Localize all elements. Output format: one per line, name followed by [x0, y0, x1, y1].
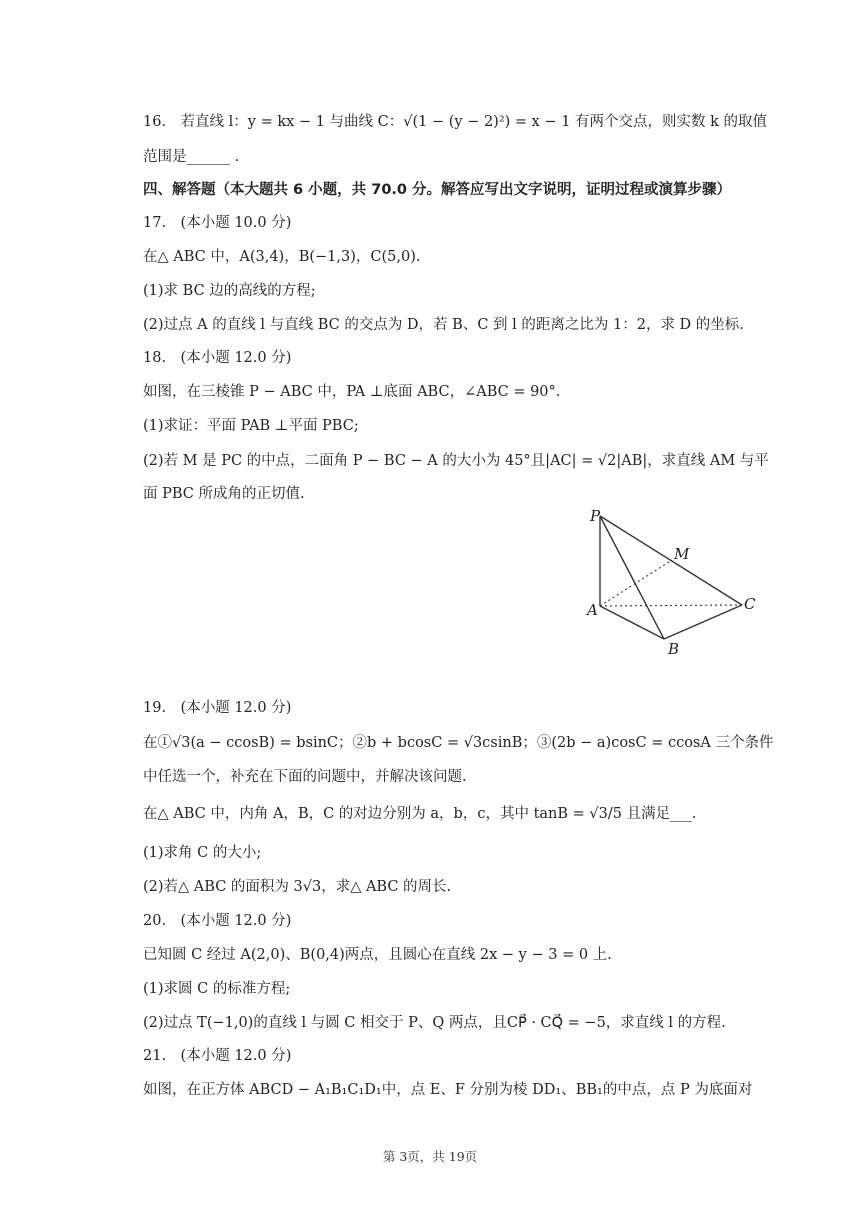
question-19-part-1: (1)求角 C 的大小; — [143, 845, 262, 861]
question-18-part-2-line-2: 面 PBC 所成角的正切值. — [143, 486, 305, 502]
page-footer: 第 3页，共 19页 — [382, 1149, 478, 1164]
section-heading: 四、解答题（本大题共 6 小题，共 70.0 分。解答应写出文字说明，证明过程或演算步骤） — [143, 182, 732, 198]
vertex-label-m: M — [674, 545, 690, 563]
vertex-label-a: A — [587, 601, 598, 619]
question-18-part-1: (1)求证：平面 PAB ⊥平面 PBC; — [143, 418, 359, 434]
vertex-label-b: B — [668, 640, 680, 658]
question-19-header: 19. (本小题 12.0 分) — [143, 700, 292, 716]
question-17-header: 17. (本小题 10.0 分) — [143, 215, 292, 231]
question-17-part-2: (2)过点 A 的直线 l 与直线 BC 的交点为 D，若 B、C 到 l 的距离之比为 1：2，求 D 的坐标. — [143, 317, 744, 333]
question-20-stem: 已知圆 C 经过 A(2,0)、B(0,4)两点，且圆心在直线 2x − y − 3 = 0 上. — [143, 947, 612, 963]
question-18-part-2-line-1: (2)若 M 是 PC 的中点，二面角 P − BC − A 的大小为 45°且|AC| = √2|AB|，求直线 AM 与平 — [143, 453, 769, 469]
tetrahedron-edges — [600, 516, 742, 639]
question-16-line-2: 范围是______ . — [143, 149, 240, 165]
vertex-label-c: C — [744, 595, 756, 613]
hidden-edges — [600, 560, 742, 606]
question-19-part-2: (2)若△ ABC 的面积为 3√3，求△ ABC 的周长. — [143, 879, 452, 895]
tetrahedron-figure — [582, 506, 772, 658]
question-20-part-1: (1)求圆 C 的标准方程; — [143, 981, 291, 997]
question-19-conditions-line-1: 在①√3(a − ccosB) = bsinC；②b + bcosC = √3csinB；③(2b − a)cosC = ccosA 三个条件 — [143, 735, 774, 751]
question-20-header: 20. (本小题 12.0 分) — [143, 913, 292, 929]
question-17-part-1: (1)求 BC 边的高线的方程; — [143, 283, 316, 299]
question-18-stem: 如图，在三棱锥 P − ABC 中，PA ⊥底面 ABC，∠ABC = 90°. — [143, 384, 561, 400]
question-21-stem: 如图，在正方体 ABCD − A₁B₁C₁D₁中，点 E、F 分别为棱 DD₁、BB₁的中点，点 P 为底面对 — [143, 1082, 753, 1098]
question-21-header: 21. (本小题 12.0 分) — [143, 1048, 292, 1064]
question-19-conditions-line-2: 中任选一个，补充在下面的问题中，并解决该问题. — [143, 769, 467, 785]
question-17-stem: 在△ ABC 中，A(3,4)，B(−1,3)，C(5,0). — [143, 249, 421, 265]
question-18-header: 18. (本小题 12.0 分) — [143, 350, 292, 366]
vertex-label-p: P — [590, 507, 601, 525]
question-20-part-2: (2)过点 T(−1,0)的直线 l 与圆 C 相交于 P、Q 两点，且CP⃗ · CQ⃗ = −5，求直线 l 的方程. — [143, 1015, 726, 1031]
question-19-stem: 在△ ABC 中，内角 A，B，C 的对边分别为 a，b，c，其中 tanB = √3/5 且满足___. — [143, 806, 697, 822]
question-16-line-1: 16. 若直线 l：y = kx − 1 与曲线 C：√(1 − (y − 2)²) = x − 1 有两个交点，则实数 k 的取值 — [143, 114, 768, 130]
